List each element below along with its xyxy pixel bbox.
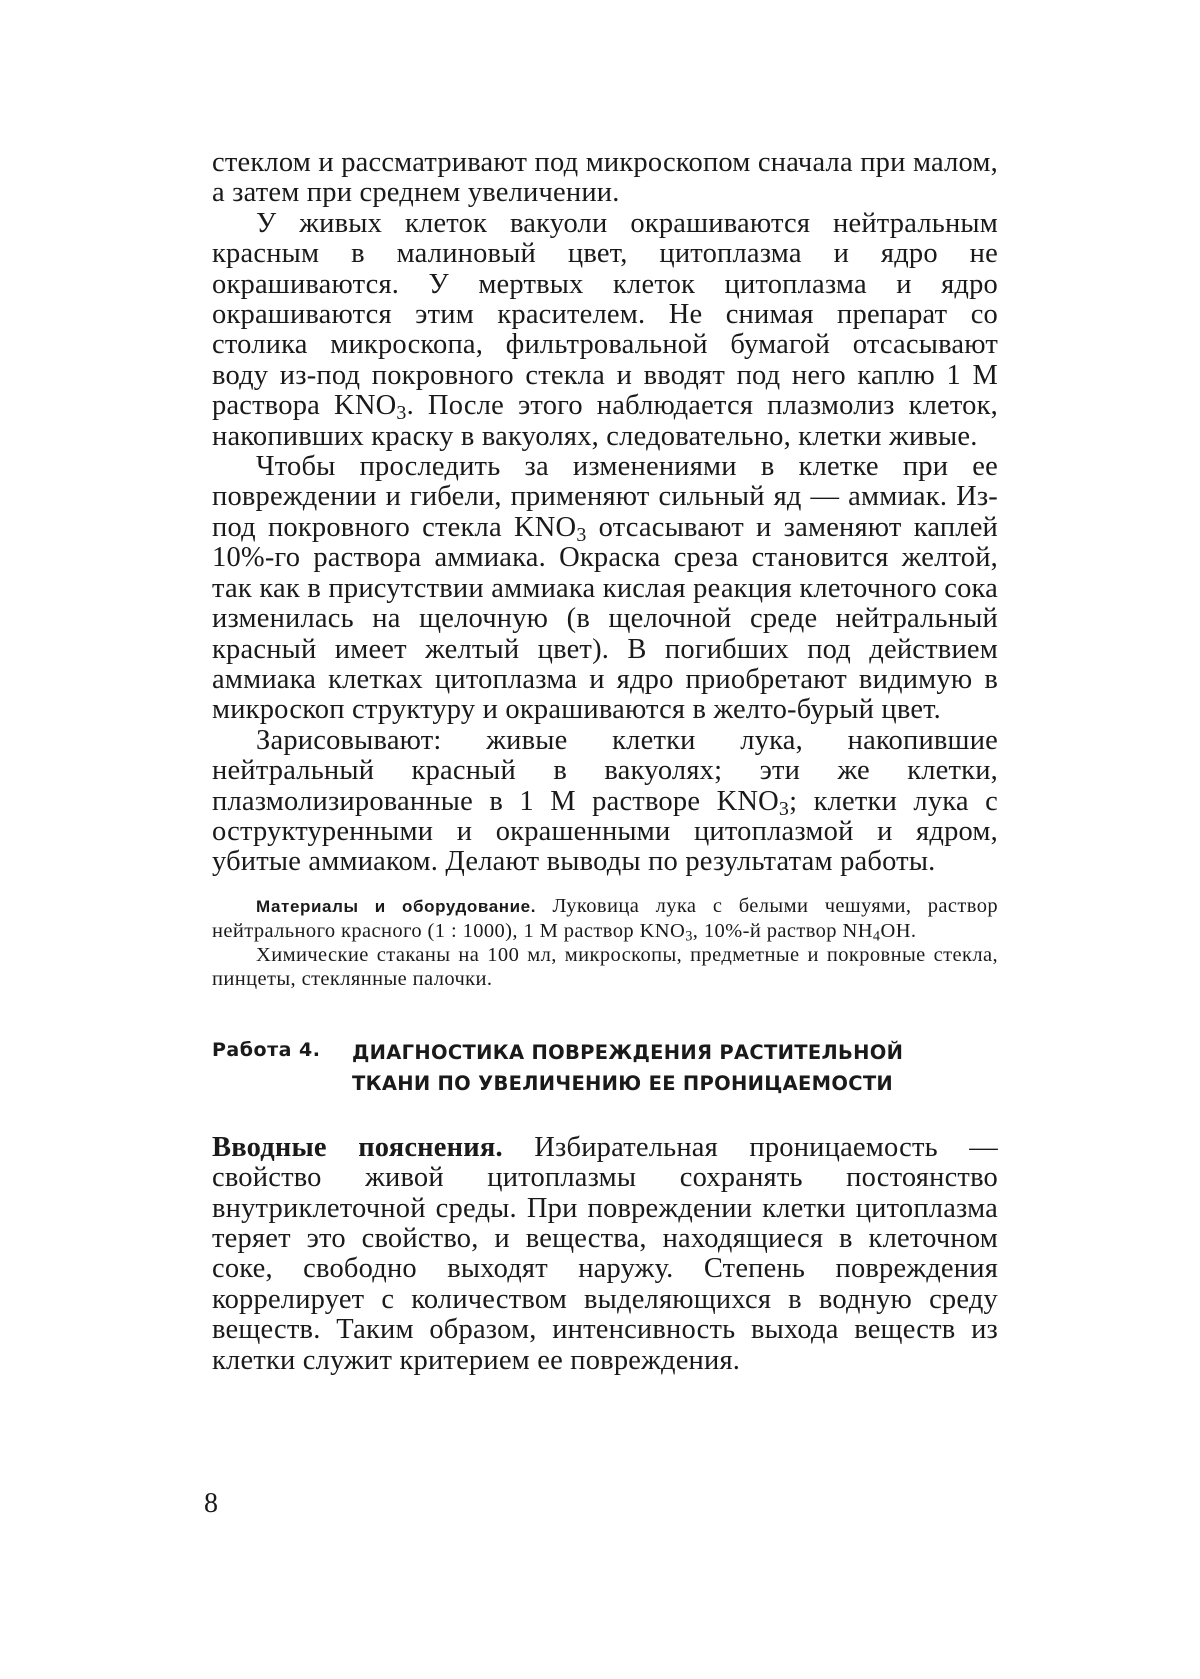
intro-lead: Вводные пояснения. (212, 1131, 503, 1163)
page-number: 8 (204, 1488, 218, 1519)
paragraph-text: Чтобы проследить за изменениями в клетке при ее повреждении и гибели, применяют сильный яд — аммиак. Из-под покровного стекла (212, 451, 998, 543)
materials-block (212, 894, 998, 991)
intro-text: Избирательная проницаемость — свойство живой цитоплазмы сохранять постоянство внутриклеточной среды. При повреждении клетки цитоплазма теряет это свойство, и вещества, находящиеся в клеточном соке, свободно выходят наружу. Степень повреждения коррелирует с количеством выделяющихся в водную среду веществ. Таким образом, интенсивность выхода веществ из клетки служит критерием ее повреждения. (212, 1131, 998, 1376)
formula-nh4oh-tail: OH (880, 919, 911, 942)
paragraph-live-cells (212, 209, 998, 452)
formula-kno3: KNO (639, 919, 686, 942)
paragraph-text: . После этого наблюдается плазмолиз клеток, накопивших краску в вакуолях, следовательно, клетки живые. (212, 390, 999, 452)
intro-paragraph (212, 1133, 998, 1376)
formula-kno3: KNO (513, 511, 577, 543)
paragraph-text: отсасывают и заменяют каплей 10%-го раствора аммиака. Окраска среза становится желтой, так как в присутствии аммиака кислая реакция клеточного сока изменилась на щелочную (в щелочной среде нейтральный красный имеет желтый цвет). В погибших под действием аммиака клетках цитоплазма и ядро приобретают видимую в микроскоп структуру и окрашиваются в желто-бурый цвет. (212, 511, 998, 726)
section-title-line: ТКАНИ ПО УВЕЛИЧЕНИЮ ЕЕ ПРОНИЦАЕМОСТИ (352, 1071, 894, 1095)
formula-subscript: 3 (778, 797, 790, 820)
formula-kno3: KNO (334, 390, 397, 422)
paragraph-drawing (212, 726, 998, 878)
paragraph-ammonia (212, 452, 998, 726)
materials-text: . (910, 919, 917, 942)
paragraph-text: стеклом и рассматривают под микроскопом сначала при малом, а затем при среднем увеличении. (212, 147, 998, 209)
paragraph-text: Зарисовывают: живые клетки лука, накопившие нейтральный красный в вакуолях; эти же клетки, плазмолизированные в 1 М растворе (212, 724, 998, 817)
formula-subscript: 4 (872, 928, 881, 945)
section-heading (212, 1037, 998, 1103)
paragraph-continuation (212, 148, 998, 209)
equipment-paragraph (212, 943, 998, 991)
formula-kno3: KNO (716, 785, 779, 817)
formula-subscript: 3 (396, 402, 407, 425)
section-title-line: ДИАГНОСТИКА ПОВРЕЖДЕНИЯ РАСТИТЕЛЬНОЙ (352, 1040, 904, 1064)
section-title (352, 1037, 1002, 1099)
formula-subscript: 3 (685, 928, 693, 945)
formula-nh4oh: NH (842, 919, 873, 942)
intro-block (212, 1133, 998, 1376)
materials-text: , 10%-й раствор (692, 919, 843, 942)
paragraph-text: ; клетки лука с оструктуренными и окрашенными цитоплазмой и ядром, убитые аммиаком. Делают выводы по результатам работы. (212, 785, 998, 878)
section-label: Работа 4. (212, 1038, 321, 1061)
paragraph-text: У живых клеток вакуоли окрашиваются нейтральным красным в малиновый цвет, цитоплазма и ядро не окрашиваются. У мертвых клеток цитоплазма и ядро окрашиваются этим красителем. Не снимая препарат со столика микроскопа, фильтровальной бумагой отсасывают воду из-под покровного стекла и вводят под него каплю 1 М раствора (212, 207, 998, 422)
equipment-text: Химические стаканы на 100 мл, микроскопы, предметные и покровные стекла, пинцеты, стеклянные палочки. (212, 943, 998, 990)
formula-subscript: 3 (576, 523, 587, 546)
page-content (212, 148, 998, 1376)
materials-lead: Материалы и оборудование. (256, 896, 537, 916)
materials-text: Луковица лука с белыми чешуями, раствор нейтрального красного (1 : 1000), 1 М раствор (212, 894, 998, 942)
materials-paragraph (212, 894, 998, 943)
